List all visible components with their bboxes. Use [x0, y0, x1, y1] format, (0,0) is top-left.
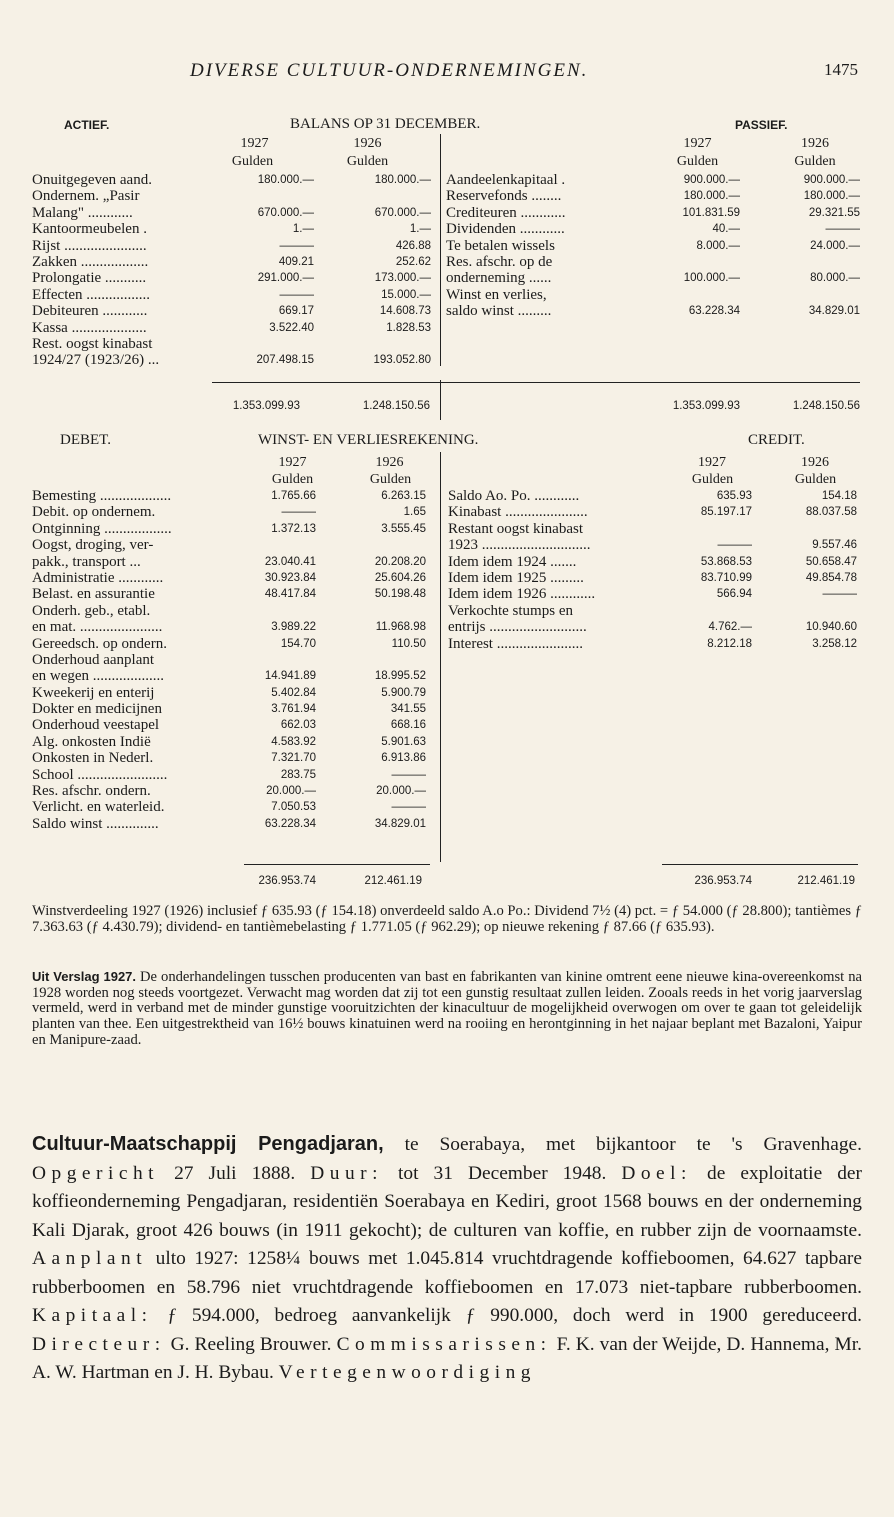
row-label: Belast. en assurantie — [32, 586, 155, 603]
row-value-1927: ——— — [279, 288, 314, 301]
row-label: Onderh. geb., etabl. — [32, 602, 151, 619]
row-value-1926: 180.000.— — [803, 190, 860, 203]
row-value-1926: 11.968.98 — [375, 621, 426, 634]
row-value-1927: 63.228.34 — [264, 817, 316, 830]
row-value-1926: 110.50 — [391, 637, 426, 650]
row-label: Idem idem 1925 ......... — [448, 569, 584, 586]
row-value-1926: ——— — [391, 801, 426, 814]
row-value-1927: 14.941.89 — [264, 670, 316, 683]
row-value-1926: 1.828.53 — [386, 321, 431, 334]
row-value-1927: 63.228.34 — [688, 305, 740, 318]
winst-total-rule-right — [662, 864, 858, 865]
row-value-1927: 207.498.15 — [256, 354, 314, 367]
winst-credit-unit-1926: Gulden — [794, 472, 837, 487]
row-value-1926: 29.321.55 — [808, 206, 860, 219]
row-label: entrijs .......................... — [448, 619, 587, 636]
row-label: Dividenden ............ — [446, 221, 565, 238]
key-opgericht: Opgericht — [32, 1162, 160, 1184]
row-label: Crediteuren ............ — [446, 204, 566, 221]
row-value-1926: ——— — [822, 588, 857, 601]
row-label: Rest. oogst kinabast — [32, 335, 153, 352]
key-duur: Duur: — [310, 1162, 383, 1184]
row-value-1926: 154.18 — [821, 490, 857, 502]
row-value-1927: 4.762.— — [708, 621, 752, 634]
row-value-1927: 7.321.70 — [271, 752, 316, 765]
balans-total-divider — [440, 380, 441, 420]
ledger-row — [0, 750, 440, 766]
row-value-1926: 34.829.01 — [374, 817, 426, 830]
row-value-1926: 670.000.— — [374, 206, 431, 219]
row-value-1927: 180.000.— — [683, 190, 740, 203]
row-label: Debit. op ondernem. — [32, 504, 156, 521]
row-label: Onderhoud aanplant — [32, 651, 155, 668]
row-label: Reservefonds ........ — [446, 188, 562, 205]
winst-total-credit-1926: 212.461.19 — [797, 875, 855, 887]
row-value-1927: ——— — [281, 506, 316, 519]
winst-total-rule-left — [244, 864, 430, 865]
row-label: Onkosten in Nederl. — [32, 750, 154, 767]
row-label: Onuitgegeven aand. — [32, 172, 152, 188]
row-value-1927: 53.868.53 — [700, 555, 752, 568]
ledger-row — [0, 783, 440, 799]
row-value-1926: 252.62 — [395, 255, 431, 268]
row-value-1927: 154.70 — [280, 637, 316, 650]
balans-title: BALANS OP 31 DECEMBER. — [290, 116, 481, 132]
ledger-row — [0, 287, 894, 303]
row-label: Te betalen wissels — [446, 237, 555, 254]
row-label: 1924/27 (1923/26) ... — [32, 352, 160, 369]
ledger-row — [0, 303, 894, 319]
balans-passief-year-1926: 1926 — [801, 136, 829, 151]
row-label: Rijst ...................... — [32, 237, 147, 254]
row-value-1927: 23.040.41 — [264, 555, 316, 568]
row-label: Zakken .................. — [32, 253, 149, 270]
ledger-row — [0, 221, 894, 237]
ledger-row — [0, 685, 440, 701]
winst-debet-year-1927: 1927 — [278, 455, 307, 470]
row-value-1926: 1.— — [409, 223, 431, 236]
balans-passief-unit-1927: Gulden — [676, 154, 719, 169]
ledger-row — [0, 586, 894, 602]
row-value-1927: ——— — [279, 239, 314, 252]
row-value-1926: 3.258.12 — [812, 637, 857, 650]
row-label: Verkochte stumps en — [448, 602, 573, 619]
company-text-1: te Soerabaya, met bijkantoor te 's Gravenhage. — [383, 1134, 862, 1155]
balans-total-actief-1927: 1.353.099.93 — [232, 400, 300, 412]
row-label: Res. afschr. ondern. — [32, 783, 151, 800]
row-value-1926: 193.052.80 — [373, 354, 431, 367]
ledger-row — [0, 734, 440, 750]
key-aanplant: Aanplant — [32, 1248, 148, 1269]
ledger-row — [0, 816, 440, 832]
ledger-row — [0, 336, 440, 352]
ledger-row — [0, 352, 440, 368]
row-value-1927: 662.03 — [280, 719, 316, 732]
winst-debet-unit-1926: Gulden — [369, 472, 412, 487]
company-text-5: ulto 1927: 1258¼ bouws met 1.045.814 vruchtdragende koffieboomen, 64.627 tapbare rubberboomen en 58.796 niet vruchtdragende koffieboomen en 17.073 niet-tapbare rubberboomen. — [32, 1248, 862, 1298]
row-label: Winst en verlies, — [446, 286, 547, 303]
row-value-1926: 6.913.86 — [381, 752, 426, 765]
key-commissarissen: Commissarissen: — [336, 1333, 552, 1355]
row-label: Gereedsch. op ondern. — [32, 635, 167, 652]
ledger-row — [0, 521, 894, 537]
row-label: Dokter en medicijnen — [32, 701, 162, 718]
row-value-1926: 5.900.79 — [381, 686, 426, 699]
row-value-1926: 14.608.73 — [379, 305, 431, 318]
row-value-1926: 25.604.26 — [374, 571, 426, 584]
row-value-1926: 6.263.15 — [381, 490, 426, 502]
row-value-1927: 283.75 — [280, 768, 316, 781]
passief-list — [0, 172, 894, 320]
balans-total-passief-1927: 1.353.099.93 — [672, 400, 740, 412]
row-value-1926: 20.000.— — [376, 785, 426, 798]
row-label: Res. afschr. op de — [446, 253, 553, 270]
row-value-1927: 1.372.13 — [271, 522, 316, 535]
row-label: Idem idem 1924 ....... — [448, 553, 577, 570]
ledger-row — [0, 320, 440, 336]
winst-total-debet-1927: 236.953.74 — [258, 875, 316, 887]
running-title: DIVERSE CULTUUR-ONDERNEMINGEN. — [190, 60, 589, 81]
company-text-8: F. K. van der Weijde, D. Hannema, Mr. A. W. Hartman en J. H. Bybau. — [32, 1333, 862, 1383]
row-value-1926: 18.995.52 — [374, 670, 426, 683]
row-value-1927: 180.000.— — [257, 174, 314, 186]
credit-list — [0, 488, 894, 652]
key-vertegenwoordiging: Vertegenwoordiging — [278, 1362, 536, 1383]
company-entry — [32, 1130, 862, 1388]
ledger-row — [0, 652, 440, 668]
row-label: Saldo Ao. Po. ............ — [448, 488, 580, 504]
company-text-6: ƒ 594.000, bedroeg aanvankelijk ƒ 990.000, doch werd in 1900 gereduceerd. — [152, 1305, 862, 1326]
row-value-1926: 50.658.47 — [805, 555, 857, 568]
ledger-row — [0, 799, 440, 815]
row-value-1927: 291.000.— — [257, 272, 314, 285]
passief-heading: PASSIEF. — [735, 118, 788, 132]
row-value-1927: 7.050.53 — [271, 801, 316, 814]
row-label: Saldo winst .............. — [32, 815, 159, 832]
ledger-row — [0, 205, 894, 221]
winst-debet-year-1926: 1926 — [375, 455, 404, 470]
winst-credit-year-1927: 1927 — [698, 455, 726, 470]
key-kapitaal: Kapitaal: — [32, 1305, 153, 1326]
row-value-1927: 3.761.94 — [271, 703, 316, 716]
ledger-row — [0, 504, 894, 520]
key-directeur: Directeur: — [32, 1333, 166, 1355]
verslag — [32, 969, 862, 1049]
row-value-1926: 668.16 — [390, 719, 426, 732]
verslag-text: De onderhandelingen tusschen producenten van bast en fabrikanten van kinine omtrent eene nieuwe kina-overeenkomst na 1928 worden nog steeds voortgezet. Verwacht mag worden dat zij tot een gunstig resultaat zullen leiden. Zooals reeds in het vorig jaarverslag vermeld, werd in verband met de minder gunstige vooruitzichten der kinacultuur de mogelijkheid overwogen om over te gaan tot geleidelijk planten van thee. Een uitgestrektheid van 16½ bouws kinatuinen werd na rooiing en herontginning in het najaar beplant met Bazaloni, Yaipur en Manipure-zaad. — [32, 969, 862, 1048]
row-label: en wegen ................... — [32, 668, 165, 685]
row-value-1926: ——— — [391, 768, 426, 781]
balans-passief-unit-1926: Gulden — [794, 154, 836, 169]
row-value-1926: 9.557.46 — [812, 539, 857, 552]
ledger-row — [0, 570, 894, 586]
row-value-1926: 426.88 — [395, 239, 431, 252]
winst-debet-unit-1927: Gulden — [271, 472, 314, 487]
row-value-1927: 85.197.17 — [700, 506, 752, 519]
row-label: Effecten ................. — [32, 286, 151, 303]
row-value-1926: 1.65 — [403, 506, 426, 519]
row-value-1927: 100.000.— — [683, 272, 740, 285]
ledger-row — [0, 238, 894, 254]
ledger-row — [0, 488, 894, 504]
row-value-1927: 5.402.84 — [271, 686, 316, 699]
actief-heading: ACTIEF. — [64, 118, 110, 132]
verslag-lead: Uit Verslag 1927. — [32, 969, 137, 984]
ledger-row — [0, 603, 894, 619]
row-label: Administratie ............ — [32, 569, 164, 586]
row-value-1926: 180.000.— — [374, 174, 431, 186]
row-value-1927: 1.— — [292, 223, 314, 236]
row-label: Restant oogst kinabast — [448, 520, 583, 537]
row-label: Oogst, droging, ver- — [32, 537, 154, 554]
row-value-1927: ——— — [717, 539, 752, 552]
row-value-1927: 40.— — [712, 223, 740, 236]
row-value-1926: 173.000.— — [374, 272, 431, 285]
company-text-4: de exploitatie der koffieonderneming Pengadjaran, residentiën Soerabaya en Kediri, groot 1568 bouws en der onderneming Kali Djarak, groot 426 bouws (in 1911 gekocht); de culturen van koffie, en rubber zijn de voornaamste. — [32, 1162, 862, 1241]
balans-actief-unit-1927: Gulden — [231, 154, 274, 169]
ledger-row — [0, 188, 894, 204]
row-label: Onderhoud veestapel — [32, 717, 160, 734]
row-value-1927: 4.583.92 — [271, 735, 316, 748]
row-value-1926: 10.940.60 — [805, 621, 857, 634]
row-label: Malang" ............ — [32, 204, 133, 221]
row-value-1926: 24.000.— — [810, 239, 860, 252]
row-label: Kassa .................... — [32, 319, 147, 336]
row-value-1926: 341.55 — [390, 703, 426, 716]
ledger-row — [0, 254, 894, 270]
row-label: Idem idem 1926 ............ — [448, 586, 596, 603]
winst-credit-year-1926: 1926 — [801, 455, 829, 470]
row-value-1926: 50.198.48 — [374, 588, 426, 601]
balans-total-passief-1926: 1.248.150.56 — [792, 400, 860, 412]
row-value-1926: 20.208.20 — [374, 555, 426, 568]
winst-total-credit-1927: 236.953.74 — [694, 875, 752, 887]
row-label: Debiteuren ............ — [32, 303, 148, 320]
row-value-1927: 566.94 — [716, 588, 752, 601]
balans-passief-year-1927: 1927 — [683, 136, 712, 151]
row-value-1926: 900.000.— — [803, 174, 860, 186]
row-value-1927: 48.417.84 — [264, 588, 316, 601]
ledger-row — [0, 172, 894, 188]
row-label: onderneming ...... — [446, 270, 552, 287]
row-label: Aandeelenkapitaal . — [446, 172, 566, 188]
row-value-1926: 34.829.01 — [808, 305, 860, 318]
row-label: 1923 ............................. — [448, 537, 591, 554]
row-label: Interest ....................... — [448, 635, 583, 652]
winst-divider — [440, 452, 441, 862]
row-label: saldo winst ......... — [446, 303, 552, 320]
ledger-row — [0, 701, 440, 717]
row-label: Ondernem. „Pasir — [32, 188, 140, 205]
ledger-row — [0, 619, 894, 635]
balans-total-rule — [212, 382, 860, 383]
row-value-1926: 15.000.— — [381, 288, 431, 301]
ledger-row — [0, 636, 894, 652]
row-value-1927: 670.000.— — [257, 206, 314, 219]
row-value-1927: 3.522.40 — [269, 321, 314, 334]
ledger-row — [0, 717, 440, 733]
row-label: Ontginning .................. — [32, 520, 172, 537]
row-value-1927: 3.989.22 — [271, 621, 316, 634]
row-value-1927: 8.212.18 — [707, 637, 752, 650]
row-value-1927: 1.765.66 — [271, 490, 316, 502]
row-label: Kantoormeubelen . — [32, 221, 147, 238]
row-value-1927: 30.923.84 — [264, 571, 316, 584]
row-value-1927: 83.710.99 — [700, 571, 752, 584]
balans-actief-year-1926: 1926 — [353, 136, 382, 151]
credit-heading: CREDIT. — [748, 432, 805, 448]
company-text-7: G. Reeling Brouwer. — [165, 1333, 337, 1355]
row-value-1926: 49.854.78 — [805, 571, 857, 584]
company-text-3: tot 31 December 1948. — [383, 1162, 622, 1184]
row-label: School ........................ — [32, 766, 168, 783]
row-value-1927: 635.93 — [716, 490, 752, 502]
ledger-row — [0, 270, 894, 286]
ledger-row — [0, 554, 894, 570]
row-value-1927: 900.000.— — [683, 174, 740, 186]
row-value-1926: 3.555.45 — [381, 522, 426, 535]
balans-divider — [440, 134, 441, 366]
row-label: Bemesting ................... — [32, 488, 172, 504]
winst-credit-unit-1927: Gulden — [691, 472, 734, 487]
ledger-row — [0, 668, 440, 684]
row-label: Kinabast ...................... — [448, 504, 588, 521]
ledger-row — [0, 537, 894, 553]
row-label: Prolongatie ........... — [32, 270, 147, 287]
row-value-1927: 409.21 — [278, 255, 314, 268]
row-value-1927: 669.17 — [278, 305, 314, 318]
key-doel: Doel: — [621, 1162, 692, 1184]
row-label: en mat. ...................... — [32, 619, 163, 636]
row-value-1927: 101.831.59 — [682, 206, 740, 219]
row-label: Kweekerij en enterij — [32, 684, 155, 701]
row-value-1927: 8.000.— — [696, 239, 740, 252]
balans-actief-year-1927: 1927 — [240, 136, 269, 151]
company-text-2: 27 Juli 1888. — [159, 1162, 311, 1184]
winstverdeeling: Winstverdeeling 1927 (1926) inclusief ƒ 635.93 (ƒ 154.18) onverdeeld saldo A.o Po.: Dividend 7½ (4) pct. = ƒ 54.000 (ƒ 28.800); tantièmes ƒ 7.363.63 (ƒ 4.430.79); dividend- en tantièmebelasting ƒ 1.771.05 (ƒ 962.29); op nieuwe rekening ƒ 87.66 (ƒ 635.93). — [32, 903, 862, 935]
ledger-row — [0, 767, 440, 783]
row-value-1926: 5.901.63 — [381, 735, 426, 748]
row-value-1926: 88.037.58 — [805, 506, 857, 519]
row-label: Verlicht. en waterleid. — [32, 799, 165, 816]
row-label: Alg. onkosten Indië — [32, 733, 151, 750]
winst-total-debet-1926: 212.461.19 — [364, 875, 422, 887]
company-name: Cultuur-Maatschappij Pengadjaran, — [32, 1133, 384, 1155]
balans-total-actief-1926: 1.248.150.56 — [362, 400, 430, 412]
winst-title: WINST- EN VERLIESREKENING. — [258, 432, 479, 448]
row-value-1927: 20.000.— — [266, 785, 316, 798]
row-label: pakk., transport ... — [32, 553, 141, 570]
row-value-1926: ——— — [825, 223, 860, 236]
balans-actief-unit-1926: Gulden — [346, 154, 389, 169]
row-value-1926: 80.000.— — [810, 272, 860, 285]
debet-heading: DEBET. — [60, 432, 111, 448]
page-number: 1475 — [824, 60, 858, 79]
